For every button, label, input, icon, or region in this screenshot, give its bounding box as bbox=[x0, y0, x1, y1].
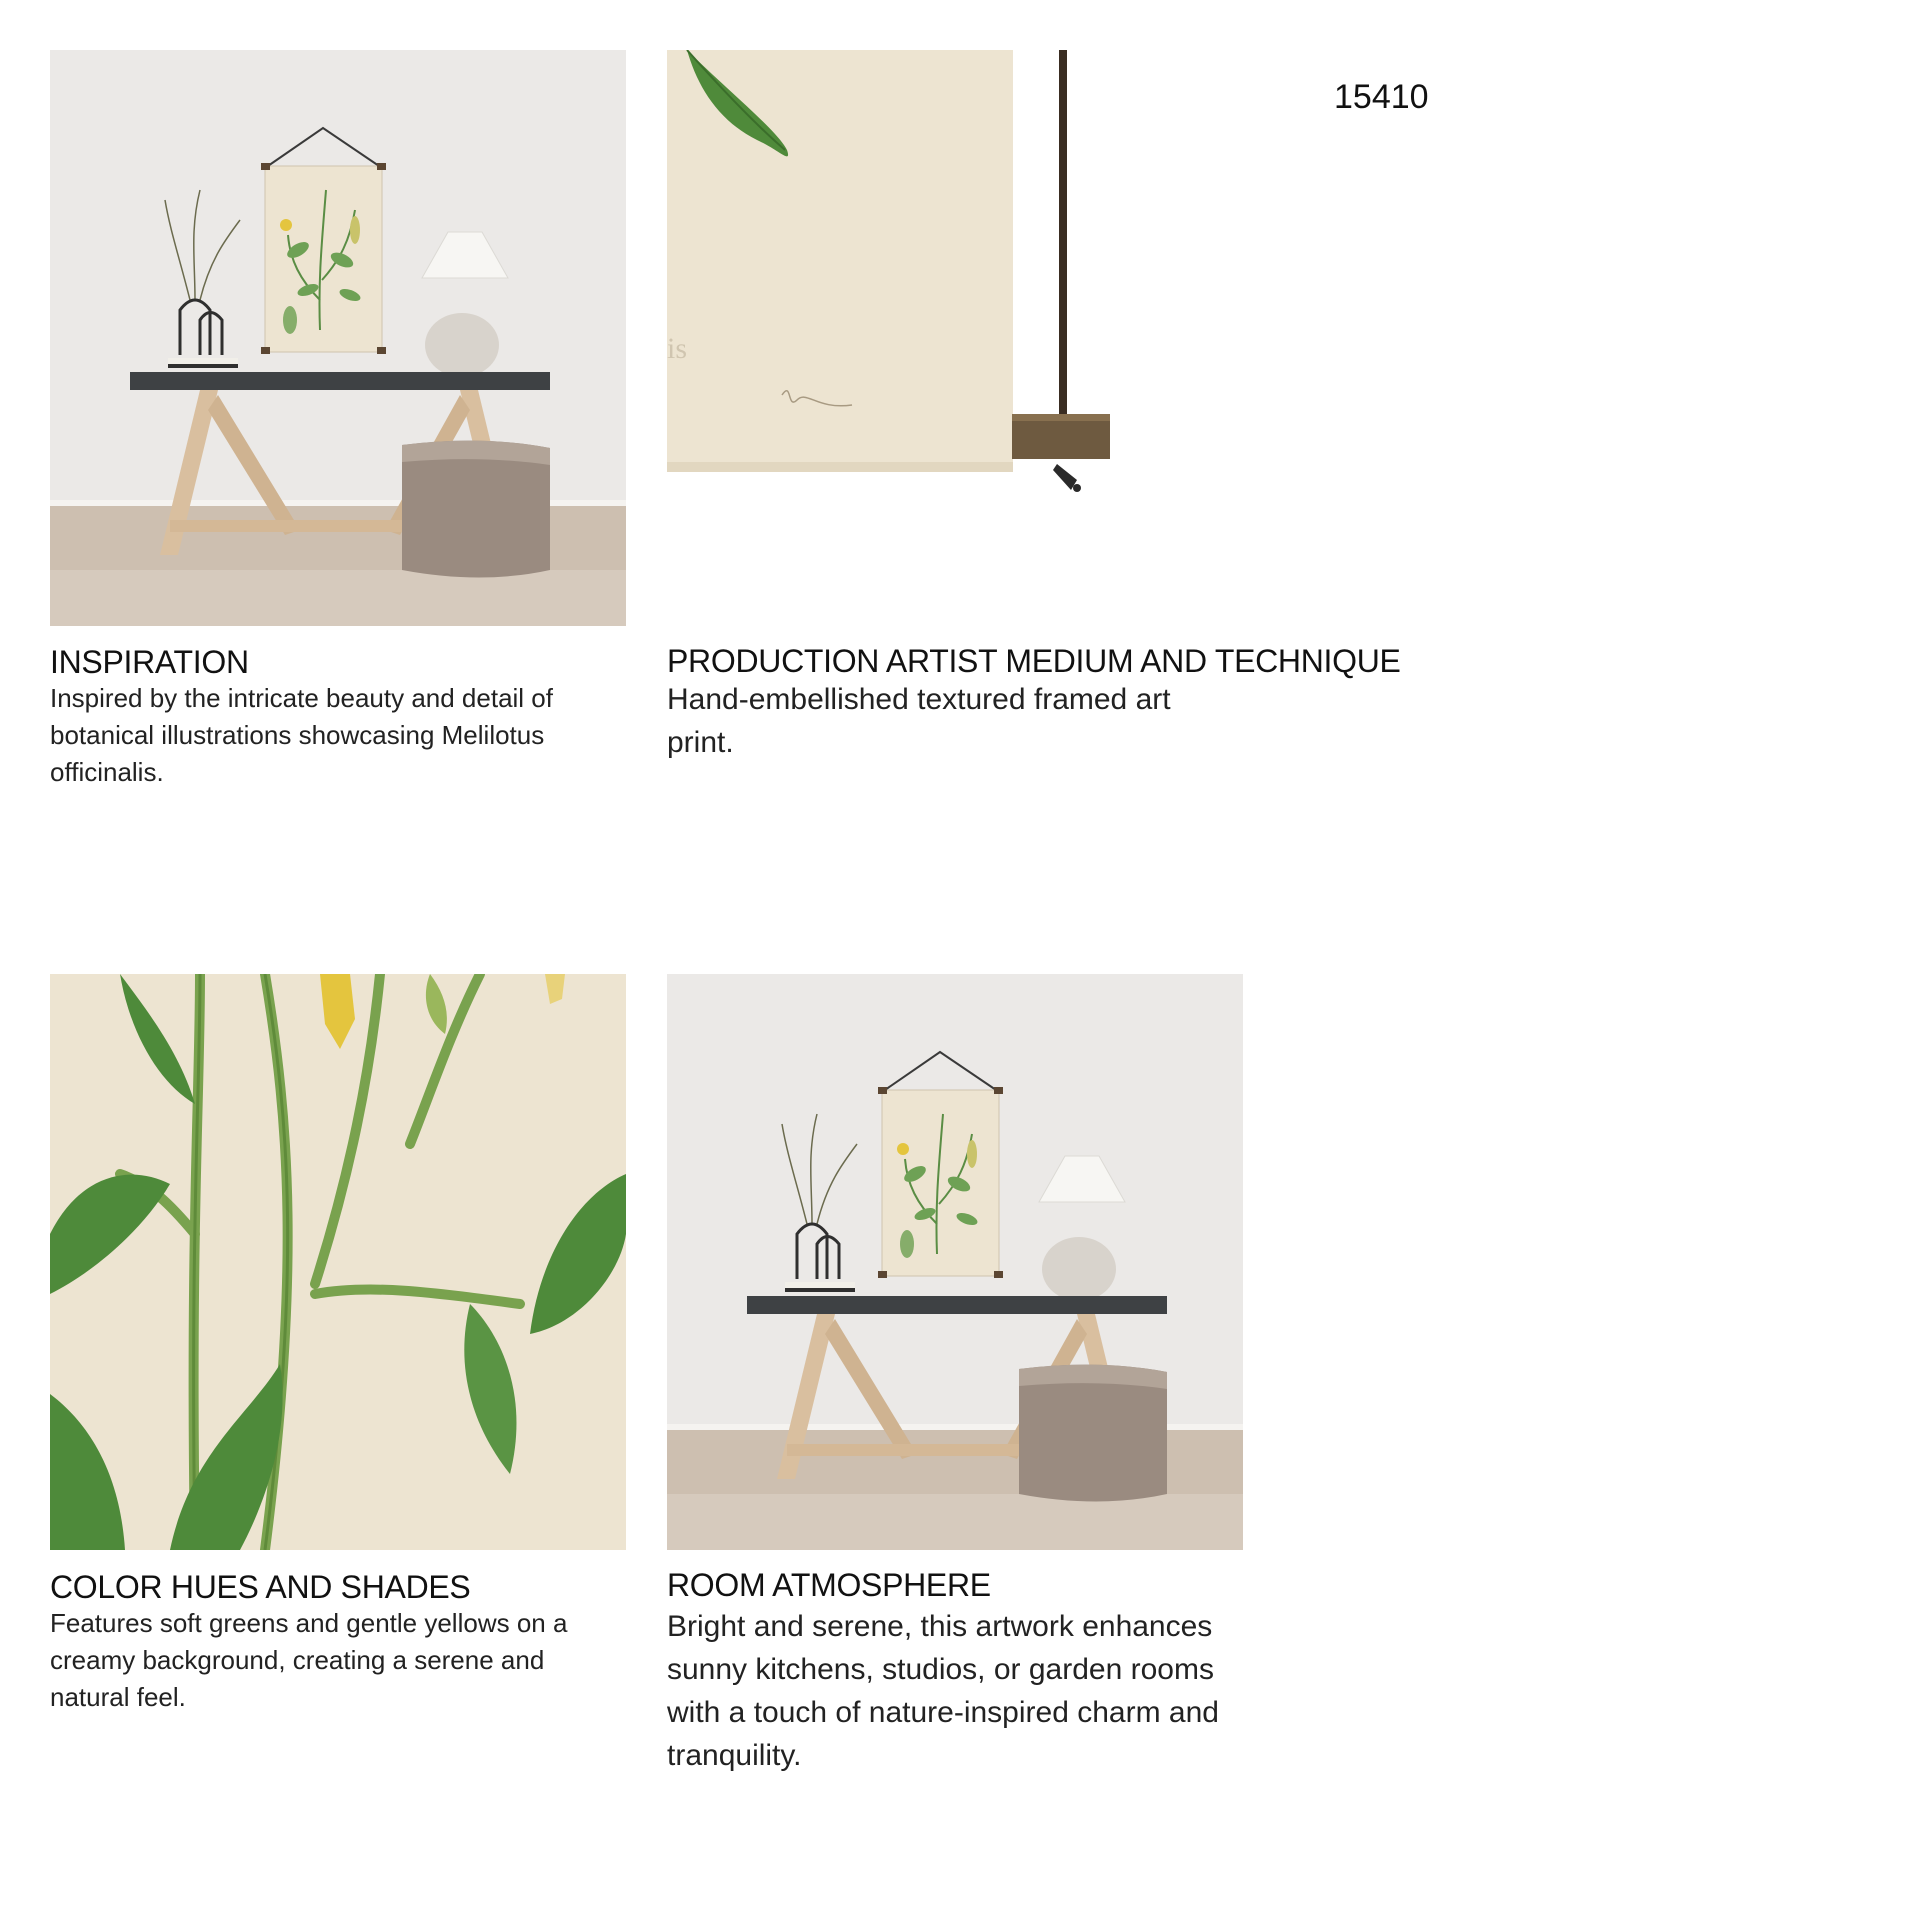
production-title: PRODUCTION ARTIST MEDIUM AND TECHNIQUE bbox=[667, 643, 1401, 679]
room-atmosphere-text: Bright and serene, this artwork enhances sunny kitchens, studios, or garden rooms with a touch of nature-inspired charm and tranquility. bbox=[667, 1610, 1219, 1772]
detail-corner-photo bbox=[667, 50, 1117, 500]
detail-stems-photo bbox=[50, 974, 626, 1550]
canvas-corner-illustration bbox=[667, 50, 1117, 500]
stems-closeup-illustration bbox=[50, 974, 626, 1550]
color-text: Features soft greens and gentle yellows on a creamy background, creating a serene and natural feel. bbox=[50, 1608, 568, 1712]
room-photo-1 bbox=[50, 50, 626, 626]
room-atmosphere-title: ROOM ATMOSPHERE bbox=[667, 1567, 991, 1603]
room-scene-illustration bbox=[50, 50, 626, 626]
inspiration-text: Inspired by the intricate beauty and detail of botanical illustrations showcasing Melilotus officinalis. bbox=[50, 683, 553, 787]
inspiration-title: INSPIRATION bbox=[50, 644, 249, 680]
product-code: 15410 bbox=[1334, 78, 1429, 116]
color-title: COLOR HUES AND SHADES bbox=[50, 1569, 471, 1605]
production-text: Hand-embellished textured framed art print. bbox=[667, 683, 1171, 759]
room-photo-2 bbox=[667, 974, 1243, 1550]
room-scene-illustration-2 bbox=[667, 974, 1243, 1550]
svg-text:is: is bbox=[667, 332, 688, 365]
